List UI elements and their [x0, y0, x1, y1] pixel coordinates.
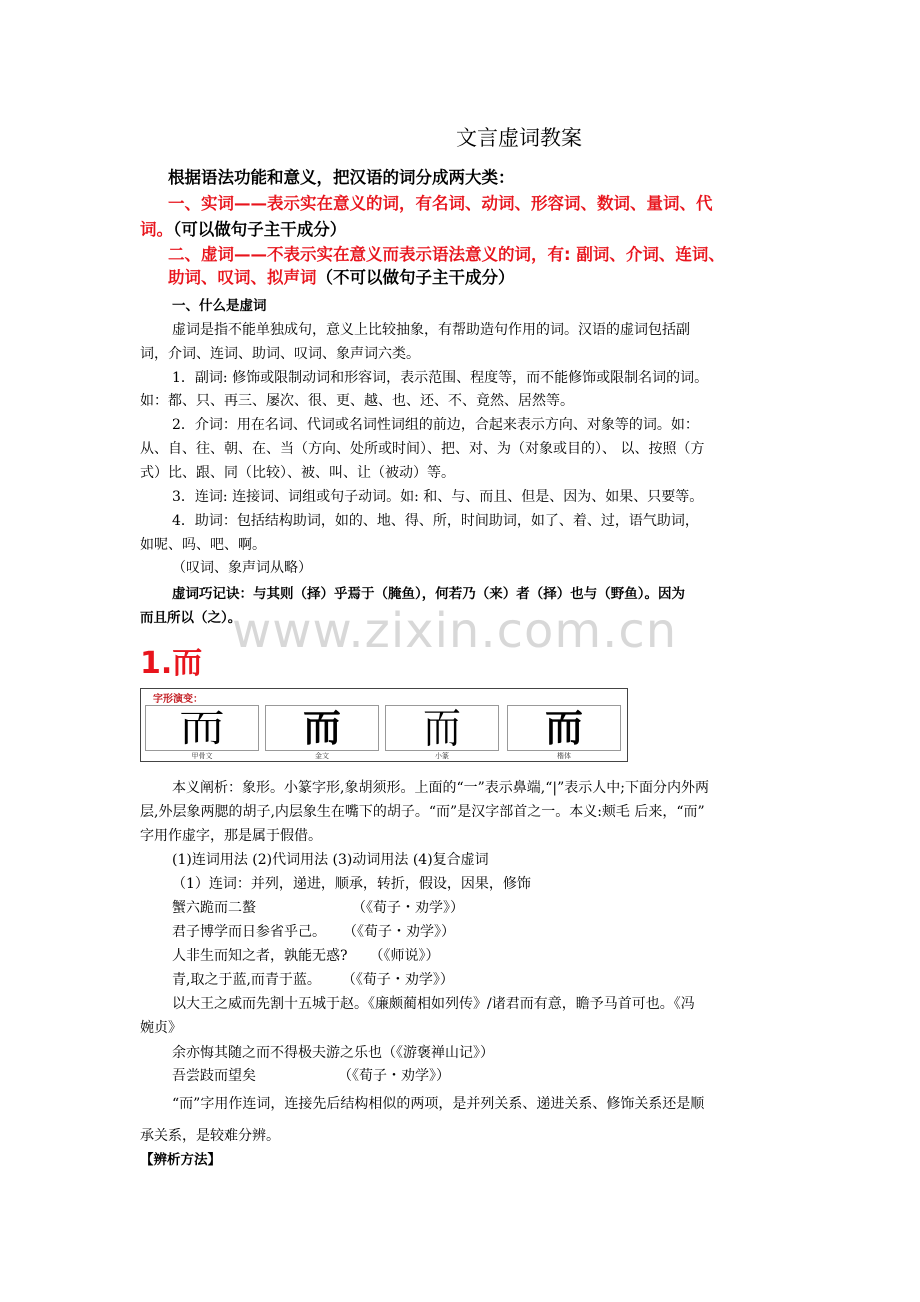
caption-oracle: 甲骨文	[191, 752, 213, 760]
evolution-cell-bronze	[265, 705, 379, 751]
glyph-regular: 而	[544, 705, 583, 750]
example-2-text: 君子博学而日参省乎己。	[172, 924, 326, 940]
example-3	[172, 944, 816, 968]
example-7-cite: （《荀子・劝学》）	[338, 1068, 450, 1084]
example-4-cite: （《荀子・劝学》）	[348, 972, 454, 988]
er-analysis-l1: 本义阐析：象形。小篆字形,象胡须形。上面的“一”表示鼻端,“|”表示人中;下面分内外两	[172, 780, 709, 796]
example-2	[172, 920, 816, 944]
section1-heading: 一、什么是虚词	[172, 298, 267, 314]
er-analysis-l2: 层,外层象两腮的胡子,内层象生在嘴下的胡子。“而”是汉字部首之一。本义:颊毛 后来，“而”	[140, 804, 705, 820]
example-2-cite: （《荀子・劝学》）	[350, 924, 455, 940]
section1-p5-l1: 4．助词：包括结构助词，如的、地、得、所，时间助词，如了、着、过，语气助词，	[172, 513, 699, 529]
section1-p2-l1: 1．副词: 修饰或限制动词和形容词，表示范围、程度等，而不能修饰或限制名词的词。	[172, 370, 709, 386]
example-1-cite: （《荀子・劝学》）	[352, 900, 464, 916]
section1-p1-l2: 词，介词、连词、助词、叹词、象声词六类。	[140, 346, 420, 362]
evolution-label: 字形演变：	[153, 694, 203, 705]
section1-p3-l1: 2．介词：用在名词、代词或名词性词组的前边，合起来表示方向、对象等的词。如：	[172, 417, 699, 433]
watermark: www.zixin.com.cn	[232, 603, 678, 659]
section1-p4: 3．连词: 连接词、词组或句子动词。如: 和、与、而且、但是、因为、如果、只要等。	[172, 489, 704, 505]
page-title: 文言虚词教案	[456, 126, 582, 150]
shici-line2	[140, 216, 784, 240]
xuci-line2-black: （不可以做句子主干成分）	[316, 268, 515, 287]
shici-line1: 一、实词——表示实在意义的词，有名词、动词、形容词、数词、量词、代	[168, 194, 713, 213]
note-l2: 承关系，是较难分辨。	[140, 1128, 280, 1144]
caption-seal: 小篆	[435, 752, 449, 760]
note-l1: “而”字用作连词，连接先后结构相似的两项，是并列关系、递进关系、修饰关系还是顺	[172, 1096, 705, 1112]
glyph-bronze: 而	[302, 705, 341, 750]
er-conjunction: （1）连词：并列，递进，顺承，转折，假设，因果，修饰	[172, 876, 531, 892]
section1-p3-l2: 从、自、往、朝、在、当（方向、处所或时间）、把、对、为（对象或目的）、 以、按照（方	[140, 441, 705, 457]
mnemonic-l1: 虚词巧记诀：与其则（择）乎焉于（腌鱼），何若乃（来）者（择）也与（野鱼）。因为	[172, 586, 685, 602]
section1-p1-l1: 虚词是指不能单独成句，意义上比较抽象，有帮助造句作用的词。汉语的虚词包括副	[172, 322, 690, 338]
xuci-line1: 二、虚词——不表示实在意义而表示语法意义的词，有: 副词、介词、连词、	[168, 245, 725, 264]
shici-line2-black: （可以做句子主干成分）	[173, 220, 347, 239]
example-5-l1: 以大王之威而先割十五城于赵。《廉颇蔺相如列传》/诸君而有意，瞻予马首可也。《冯	[172, 996, 695, 1012]
glyph-oracle: 而	[179, 706, 225, 750]
er-analysis-l3: 字用作虚字，那是属于假借。	[140, 828, 322, 844]
example-6: 余亦悔其随之而不得极夫游之乐也（《游褒禅山记》）	[172, 1045, 494, 1061]
caption-bronze: 金文	[315, 752, 329, 760]
evolution-cell-oracle	[145, 705, 259, 751]
evolution-cell-seal	[385, 705, 499, 751]
example-1-text: 蟹六跪而二螯	[172, 900, 256, 916]
xuci-line2-red: 助词、叹词、拟声词	[168, 268, 317, 287]
example-7	[172, 1064, 816, 1088]
method-heading: 【辨析方法】	[140, 1152, 221, 1168]
example-4-text: 青,取之于蓝,而青于蓝。	[172, 972, 321, 988]
shici-line2-red: 词。	[140, 220, 173, 239]
example-3-cite: （《师说》）	[369, 948, 440, 964]
er-heading: 1.而	[140, 646, 203, 681]
example-4	[172, 968, 816, 992]
section1-p6: （叹词、象声词从略）	[172, 560, 312, 576]
example-7-text: 吾尝跂而望矣	[172, 1068, 256, 1084]
character-evolution-figure	[140, 688, 628, 762]
intro-lead: 根据语法功能和意义，把汉语的词分成两大类：	[168, 168, 515, 187]
example-3-text: 人非生而知之者，孰能无惑?	[172, 948, 348, 964]
section1-p5-l2: 如呢、吗、吧、啊。	[140, 537, 266, 553]
example-1	[172, 896, 816, 920]
section1-p2-l2: 如：都、只、再三、屡次、很、更、越、也、还、不、竟然、居然等。	[140, 393, 574, 409]
xuci-line2	[168, 264, 812, 288]
er-usages: (1)连词用法 (2)代词用法 (3)动词用法 (4)复合虚词	[172, 852, 489, 868]
section1-p3-l3: 式）比、跟、同（比较）、被、叫、让（被动）等。	[140, 465, 455, 481]
evolution-cell-regular	[507, 705, 621, 751]
glyph-seal: 而	[422, 703, 461, 753]
caption-regular: 楷体	[557, 752, 571, 760]
mnemonic-l2: 而且所以（之）。	[140, 610, 242, 626]
example-5-l2: 婉贞》	[140, 1020, 182, 1036]
